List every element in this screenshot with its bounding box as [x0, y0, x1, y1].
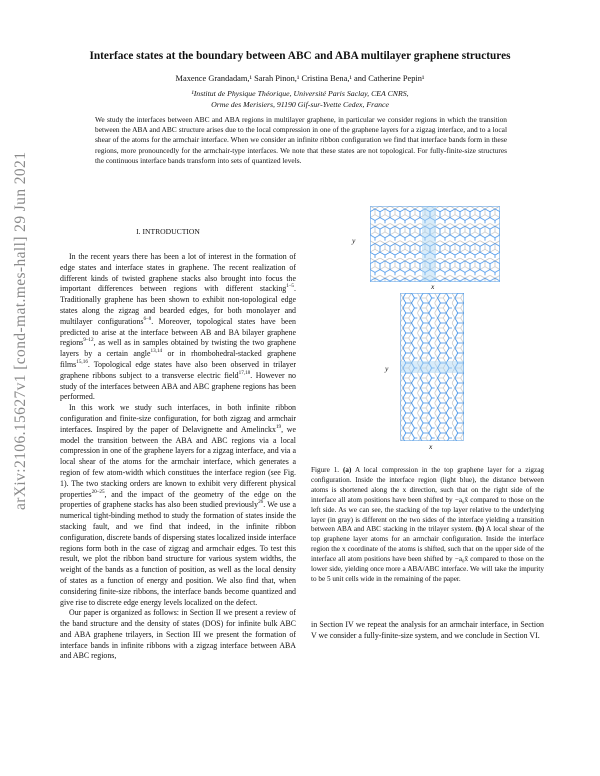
intro-column-right — [311, 620, 544, 642]
citation[interactable]: 1–5 — [286, 283, 295, 290]
arxiv-identifier[interactable]: arXiv:2106.15627v1 [cond-mat.mes-hall] 29 Jun 2021 — [12, 151, 29, 510]
citation[interactable]: 15,16 — [76, 358, 88, 365]
interface-region — [422, 206, 436, 282]
author-list: Maxence Grandadam,¹ Sarah Pinon,¹ Cristina Bena,¹ and Catherine Pepin¹ — [175, 74, 425, 83]
intro-paragraph-2: In this work we study such interfaces, in both infinite ribbon configuration and finite-size configuration, for both zigzag and armchair interfaces. Inspired by the paper of Delavignette and Amelinckx$^{19}$, we model the transition between the ABA and ABC regions via a local compression in one of the graphene layers for a zigzag interface, and via a local shear of the atoms for the armchair interface, which generates a region of few atom-width which constitues the interface region (see Fig. 1). The two stacking orders are known to exhibit very different physical properties$^{20-25}$, and the impact of the geometry of the edge on the properties of graphene stacks has also been studied previously$^{26}$. We use a numerical tight-binding method to study the formation of states inside the stacking fault, and we find that indeed, in the infinite ribbon configuration, discrete bands of dispersing states localized inside interface regions form both in the case of zigzag and armchair edges. To test this result, we plot the ribbon band structure for various system widths, the weight of the bands as a function of position, as well as the local density of states as a function of energy and position. We also find that, when considering finite-size ribbons, the interface bands become quantized and give rise to discrete edge energy levels localized on the defect. — [60, 403, 297, 607]
section-heading: I. INTRODUCTION — [136, 227, 200, 236]
intro-paragraph-3-continued: in Section IV we repeat the analysis for an armchair interface, in Section V we consider a fully-finite-size system, and we conclude in Section VI. — [311, 620, 544, 640]
affiliation-line-2: Orme des Merisiers, 91190 Gif-sur-Yvette Cedex, France — [211, 100, 389, 109]
interface-region — [400, 361, 464, 373]
figure-1-caption: Figure 1. (a) A local compression in the top graphene layer for a zigzag configuration. Inside the interface region (light blue), the distance between atoms is shortened along the x direction, such that on the right side of the interface all atom positions have been shifted by −a₀x̂ compared to those on the left side. As we can see, the stacking of the top layer relative to the underlying layer (in gray) is different on the two sides of the interface yielding a transition between ABA and ABC stacking in the trilayer system. (b) A local shear of the top graphene layer atoms for an armchair configuration. Inside the interface region the x coordinate of the atoms is shifted, such that on the upper side of the interface all atom positions have been shifted by −a₀x̂ compared to those on the lower side, yielding once more a ABA/ABC interface. We will take the impurity to be 5 unit cells wide in the remaining of the paper. — [311, 466, 545, 583]
citation[interactable]: 17,18 — [238, 369, 251, 376]
intro-column-left — [60, 252, 296, 662]
axis-label-x-a: x — [431, 282, 435, 291]
axis-label-x-b: x — [429, 442, 433, 451]
citation[interactable]: 13,14 — [150, 348, 163, 355]
axis-label-y-b: y — [385, 364, 389, 373]
citation[interactable]: 6–8 — [143, 315, 152, 322]
citation[interactable]: 20–25 — [91, 488, 105, 495]
intro-paragraph-1: In the recent years there has been a lot of interest in the formation of edge states and interface states in graphene. The recent realization of different kinds of twisted graphene stacks also brought into focus the important differences between regions with different stacking$^{1-5}$. Traditionally graphene has been shown to exhibit non-topological edge states along the zigzag and bearded edges, for both monolayer and multilayer configurations$^{6-8}$. Moreover, topological states have been predicted to arise at the interface between AB and BA bilayer graphene regions$^{9-12}$, as well as in samples obtained by twisting the two graphene layers by a certain angle$^{13,14}$ or in rhombohedral-stacked graphene films$^{15,16}$. Topological edge states have also been observed in trilayer graphene ribbons subject to a transverse electric field$^{17,18}$. However no study of the interfaces between ABA and ABC graphene regions has been performed. — [60, 252, 297, 402]
figure-1b-lattice — [400, 293, 464, 441]
abstract: We study the interfaces between ABC and ABA regions in multilayer graphene, in particular we consider regions in which the transition between the ABA and ABC structure arises due to the local compression in one of the graphene layers for a zigzag interface, and to a local shear of the atoms for the armchair interface. When we consider an infinite ribbon configuration we find that interface bands form in these regions, more pronouncedly for the armchair-type interfaces. We note that these states are not topological. For fully-finite-size structures the continuous interface bands transform into sets of quantized levels. — [95, 115, 507, 165]
affiliation-line-1: ¹Institut de Physique Théorique, Université Paris Saclay, CEA CNRS, — [191, 89, 409, 98]
intro-paragraph-3: Our paper is organized as follows: in Section II we present a review of the band structure and the density of states (DOS) for infinite bulk ABC and ABA graphene trilayers, in Section III we present the formation of interface bands in infinite ribbons with a zigzag interface between ABA and ABC regions, — [60, 608, 296, 661]
citation[interactable]: 26 — [258, 499, 264, 506]
citation[interactable]: 9–12 — [83, 337, 94, 344]
figure-1a-lattice — [370, 206, 500, 282]
citation[interactable]: 19 — [275, 423, 282, 430]
paper-title: Interface states at the boundary between ABC and ABA multilayer graphene structures — [89, 50, 511, 62]
affiliation — [0, 88, 600, 110]
axis-label-y-a: y — [352, 236, 356, 245]
